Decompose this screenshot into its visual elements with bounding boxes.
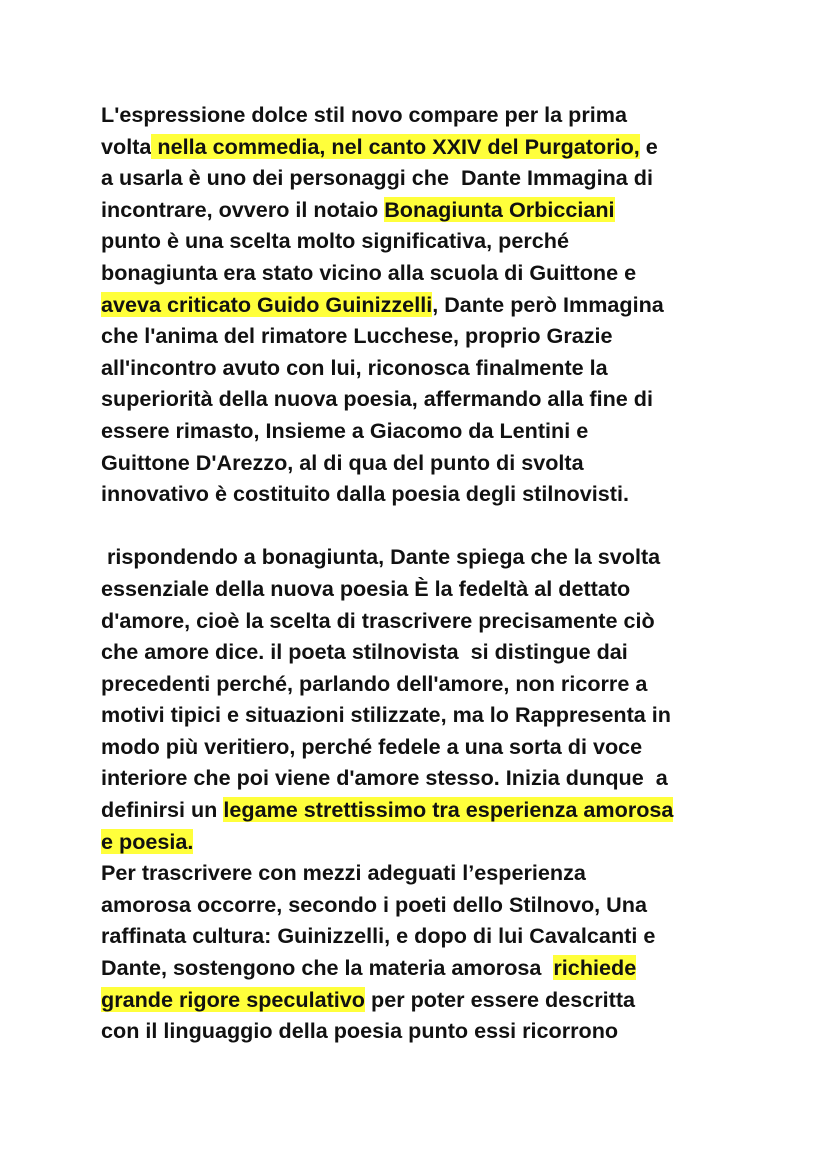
text-line — [101, 984, 741, 1016]
text-line — [101, 826, 741, 858]
text-segment: Dante, sostengono che la materia amorosa — [101, 955, 554, 981]
text-line — [101, 668, 741, 700]
paragraph-2 — [101, 541, 741, 1047]
text-segment: che l'anima del rimatore Lucchese, proprio Grazie — [101, 323, 613, 349]
text-segment: punto è una scelta molto significativa, perché — [101, 228, 569, 254]
text-segment: precedenti perché, parlando dell'amore, non ricorre a — [101, 670, 648, 696]
text-line — [101, 731, 741, 763]
paragraph-gap — [101, 510, 741, 542]
text-line — [101, 636, 741, 668]
highlighted-text: grande rigore speculativo — [101, 986, 365, 1012]
text-segment: essenziale della nuova poesia È la fedeltà al dettato — [101, 575, 631, 601]
text-line — [101, 131, 741, 163]
text-line — [101, 857, 741, 889]
text-line — [101, 794, 741, 826]
text-line — [101, 478, 741, 510]
text-segment: incontrare, ovvero il notaio — [101, 196, 385, 222]
text-line — [101, 573, 741, 605]
text-line — [101, 605, 741, 637]
text-line — [101, 99, 741, 131]
highlighted-text: e poesia. — [101, 828, 194, 854]
text-line — [101, 1015, 741, 1047]
text-line — [101, 352, 741, 384]
text-segment: a usarla è uno dei personaggi che Dante Immagina di — [101, 165, 653, 191]
text-line — [101, 225, 741, 257]
text-segment: bonagiunta era stato vicino alla scuola di Guittone e — [101, 259, 637, 285]
text-line — [101, 257, 741, 289]
text-segment: e — [639, 133, 658, 159]
text-segment: raffinata cultura: Guinizzelli, e dopo di lui Cavalcanti e — [101, 923, 656, 949]
text-segment: che amore dice. il poeta stilnovista si distingue dai — [101, 639, 628, 665]
text-line — [101, 889, 741, 921]
text-segment: all'incontro avuto con lui, riconosca finalmente la — [101, 354, 608, 380]
text-line — [101, 320, 741, 352]
highlighted-text: nella commedia, nel canto XXIV del Purgatorio, — [151, 133, 640, 159]
text-segment: innovativo è costituito dalla poesia degli stilnovisti. — [101, 481, 629, 507]
text-segment: motivi tipici e situazioni stilizzate, ma lo Rappresenta in — [101, 702, 671, 728]
text-segment: con il linguaggio della poesia punto essi ricorrono — [101, 1018, 619, 1044]
text-segment: modo più veritiero, perché fedele a una sorta di voce — [101, 733, 643, 759]
text-segment: definirsi un — [101, 797, 224, 823]
text-segment: per poter essere descritta — [365, 986, 636, 1012]
text-segment: volta — [101, 133, 152, 159]
text-line — [101, 415, 741, 447]
text-segment: interiore che poi viene d'amore stesso. Inizia dunque a — [101, 765, 668, 791]
text-segment: essere rimasto, Insieme a Giacomo da Lentini e — [101, 417, 589, 443]
text-line — [101, 699, 741, 731]
text-segment: Guittone D'Arezzo, al di qua del punto di svolta — [101, 449, 584, 475]
text-segment: d'amore, cioè la scelta di trascrivere precisamente ciò — [101, 607, 655, 633]
text-segment: superiorità della nuova poesia, affermando alla fine di — [101, 386, 653, 412]
highlighted-text: aveva criticato Guido Guinizzelli — [101, 291, 433, 317]
highlighted-text: richiede — [553, 955, 637, 981]
text-line — [101, 194, 741, 226]
text-segment: , Dante però Immagina — [432, 291, 664, 317]
text-line — [101, 541, 741, 573]
text-line — [101, 383, 741, 415]
text-segment: Per trascrivere con mezzi adeguati l’esperienza — [101, 860, 586, 886]
text-segment: rispondendo a bonagiunta, Dante spiega che la svolta — [101, 544, 661, 570]
text-line — [101, 447, 741, 479]
text-line — [101, 920, 741, 952]
highlighted-text: Bonagiunta Orbicciani — [384, 196, 615, 222]
text-line — [101, 289, 741, 321]
highlighted-text: legame strettissimo tra esperienza amorosa — [223, 797, 674, 823]
document-page — [101, 99, 741, 1047]
text-line — [101, 952, 741, 984]
text-segment: L'espressione dolce stil novo compare per la prima — [101, 102, 627, 127]
text-line — [101, 762, 741, 794]
text-line — [101, 162, 741, 194]
paragraph-1 — [101, 99, 741, 510]
text-segment: amorosa occorre, secondo i poeti dello Stilnovo, Una — [101, 891, 647, 917]
